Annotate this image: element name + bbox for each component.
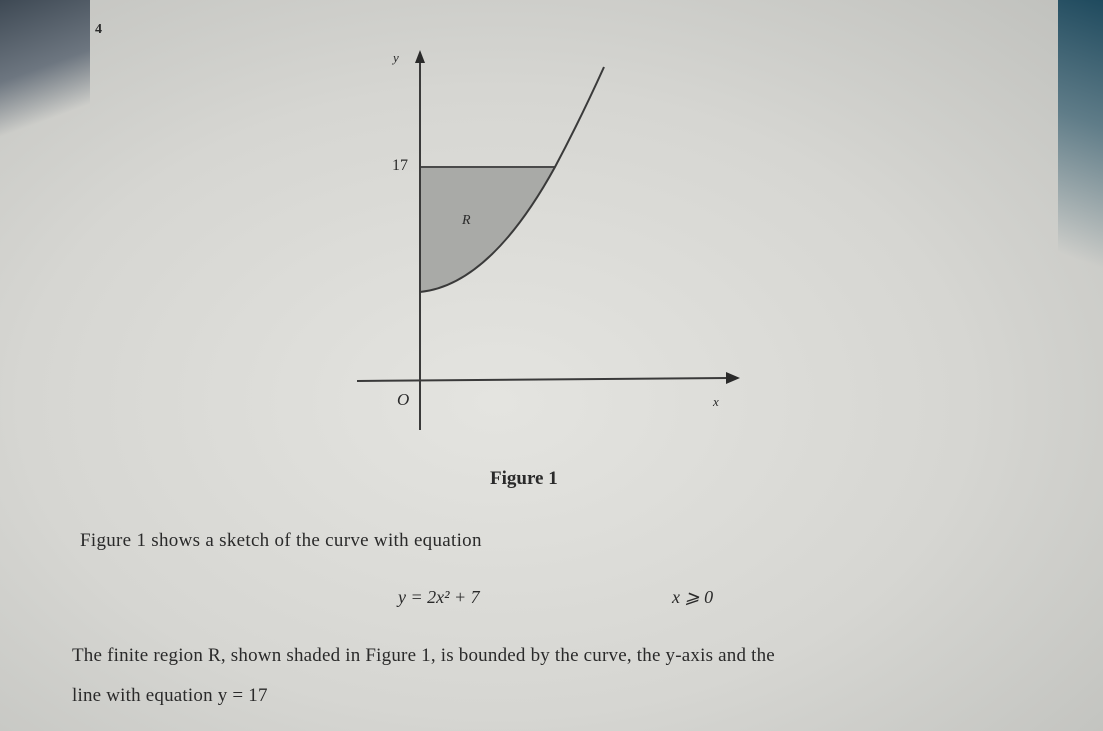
figure-caption: Figure 1 [490, 468, 558, 489]
x-axis-label: x [713, 394, 719, 409]
region-description: The finite region R, shown shaded in Figure 1, is bounded by the curve, the y-axis and the [72, 645, 775, 666]
x-axis [357, 378, 728, 381]
question-number: 4 [95, 22, 102, 37]
y-axis-label: y [393, 50, 399, 65]
curve-equation: y = 2x² + 7 [398, 587, 480, 607]
origin-label: O [397, 390, 410, 409]
y-axis-arrowhead [415, 50, 425, 63]
domain-condition: x ⩾ 0 [672, 587, 714, 607]
y-17-label: 17 [392, 157, 408, 174]
shaded-region-r [420, 167, 555, 292]
region-description-continued: line with equation y = 17 [72, 685, 268, 706]
intro-sentence: Figure 1 shows a sketch of the curve with equation [80, 530, 482, 551]
x-axis-arrowhead [726, 372, 740, 384]
region-r-label: R [462, 213, 471, 228]
